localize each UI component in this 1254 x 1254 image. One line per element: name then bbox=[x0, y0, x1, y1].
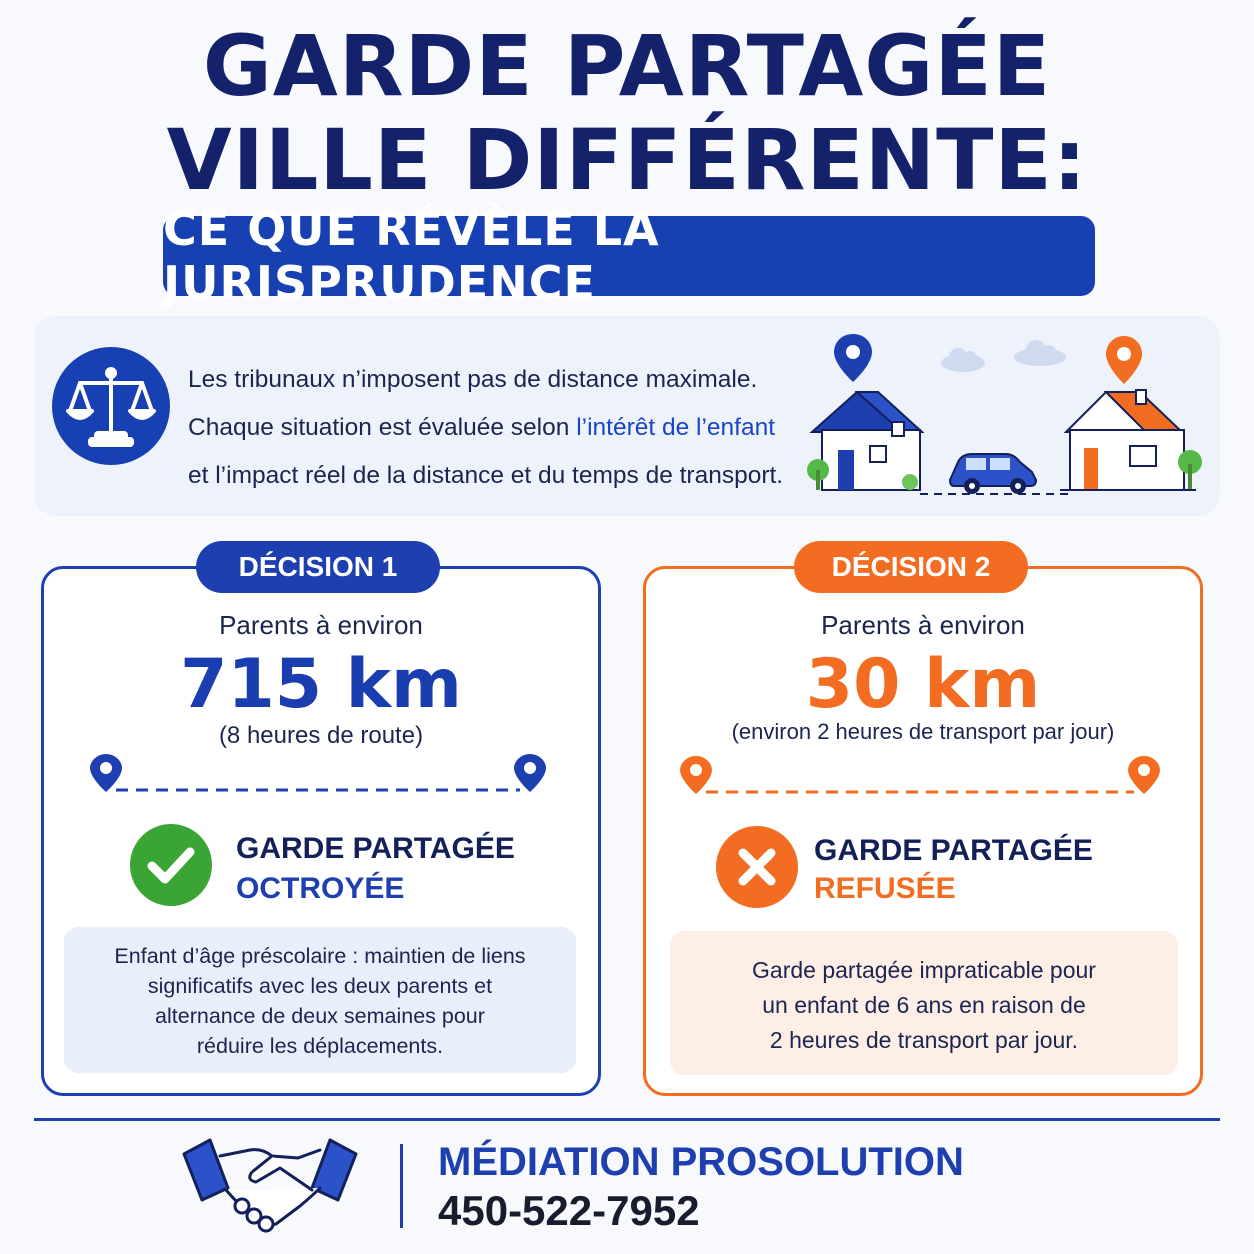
title-line-2: VILLE DIFFÉRENTE: bbox=[166, 111, 1088, 209]
decision-1-note-line: réduire les déplacements. bbox=[196, 1034, 444, 1058]
intro-line-2 bbox=[188, 404, 808, 452]
decision-1-badge: DÉCISION 1 bbox=[196, 541, 440, 593]
location-pin-icon bbox=[834, 334, 872, 382]
decision-1-status-line-1: GARDE PARTAGÉE bbox=[236, 832, 515, 865]
intro-text bbox=[188, 356, 808, 500]
houses-illustration bbox=[800, 330, 1210, 510]
decision-2-note-line: un enfant de 6 ans en raison de bbox=[762, 992, 1086, 1018]
decision-2-status-line-1: GARDE PARTAGÉE bbox=[814, 834, 1093, 867]
decision-2-status-outcome: REFUSÉE bbox=[814, 872, 956, 905]
house-icon bbox=[1066, 390, 1184, 490]
decision-1-detail: (8 heures de route) bbox=[218, 722, 424, 749]
intro-highlight: l’intérêt de l’enfant bbox=[576, 414, 776, 441]
decision-2-note bbox=[670, 931, 1178, 1075]
title-line-1: GARDE PARTAGÉE bbox=[202, 17, 1052, 115]
scale-of-justice-icon bbox=[52, 347, 170, 465]
decision-1-note bbox=[64, 927, 576, 1073]
cross-icon bbox=[716, 826, 798, 908]
footer-separator bbox=[400, 1144, 403, 1228]
decision-2-note-line: 2 heures de transport par jour. bbox=[769, 1027, 1079, 1053]
decision-1-note-line: alternance de deux semaines pour bbox=[155, 1004, 485, 1028]
decision-2-detail: (environ 2 heures de transport par jour) bbox=[731, 719, 1115, 744]
footer-divider bbox=[34, 1118, 1220, 1121]
decision-1-note-line: Enfant d’âge préscolaire : maintien de liens bbox=[114, 944, 526, 968]
decision-2-note-line: Garde partagée impraticable pour bbox=[752, 957, 1096, 983]
location-pin-icon bbox=[1106, 336, 1142, 384]
cloud-icon bbox=[941, 340, 1066, 372]
brand-name: MÉDIATION PROSOLUTION bbox=[438, 1140, 964, 1184]
intro-line-3: et l’impact réel de la distance et du temps de transport. bbox=[188, 462, 784, 489]
house-icon bbox=[812, 392, 922, 490]
decision-1-distance: 715 km bbox=[180, 645, 462, 724]
handshake-icon bbox=[180, 1136, 360, 1236]
car-icon bbox=[950, 454, 1036, 494]
decision-2-route bbox=[676, 752, 1166, 802]
decision-2-badge: DÉCISION 2 bbox=[794, 541, 1028, 593]
intro-line-1: Les tribunaux n’imposent pas de distance maximale. bbox=[188, 366, 758, 393]
phone-number[interactable]: 450-522-7952 bbox=[438, 1187, 700, 1234]
decision-1-route bbox=[86, 750, 556, 800]
decision-2-lead: Parents à environ bbox=[821, 610, 1025, 640]
subtitle-banner: CE QUE RÉVÈLE LA JURISPRUDENCE bbox=[163, 216, 1095, 296]
decision-1-lead: Parents à environ bbox=[219, 610, 423, 640]
checkmark-icon bbox=[130, 824, 212, 906]
decision-2-distance: 30 km bbox=[805, 645, 1041, 724]
intro-line-2-start: Chaque situation est évaluée selon bbox=[188, 414, 577, 441]
decision-1-note-line: significatifs avec les deux parents et bbox=[147, 974, 493, 998]
decision-1-status-outcome: OCTROYÉE bbox=[236, 872, 405, 905]
